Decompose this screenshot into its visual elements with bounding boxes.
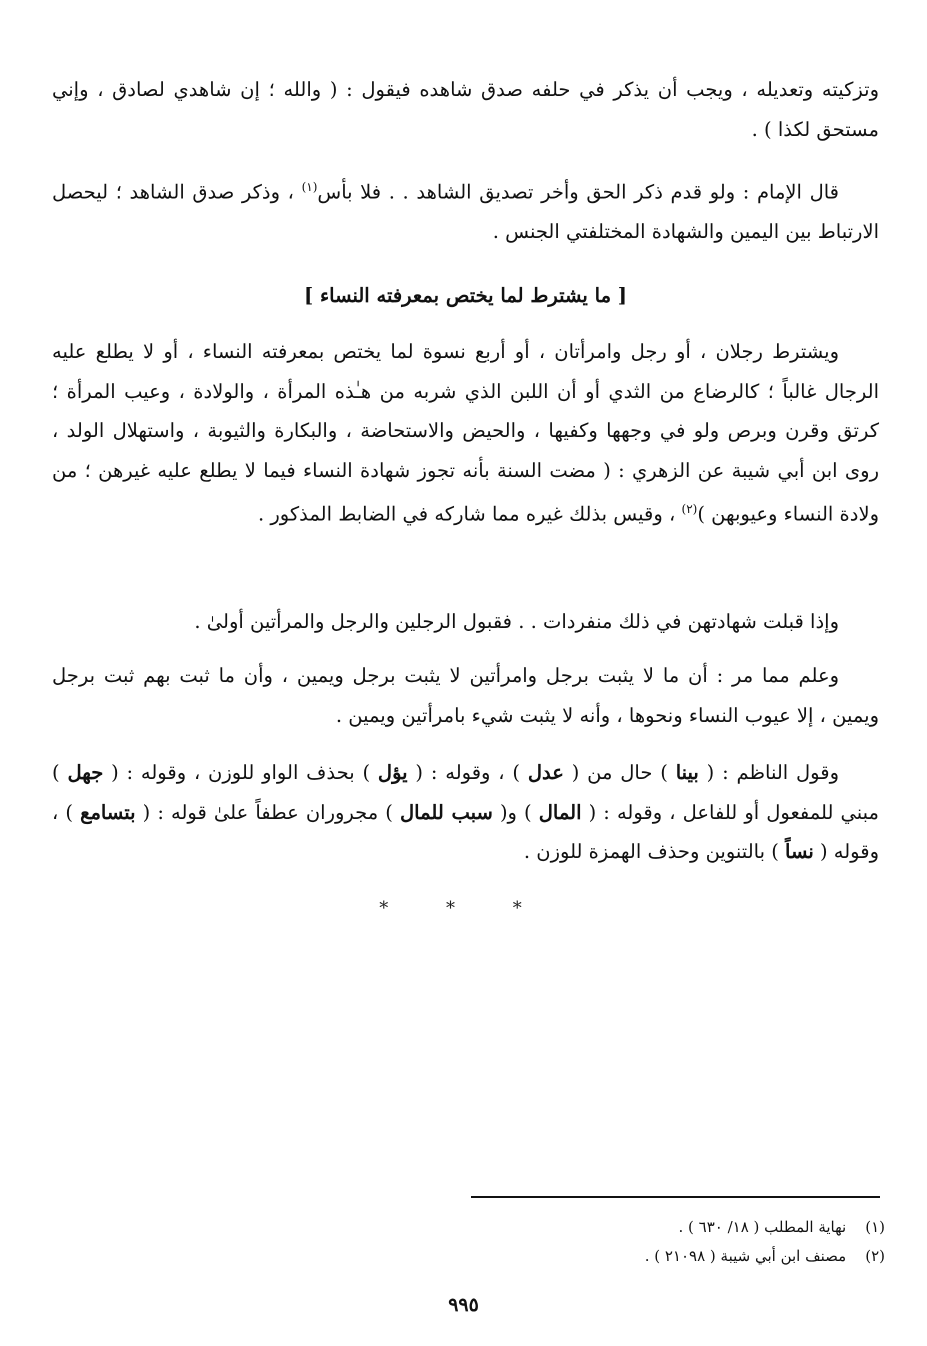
paragraph-text: وتزكيته وتعديله ، ويجب أن يذكر في حلفه صدق شاهده فيقول : ( والله ؛ إن شاهدي لصادق ، وإني مستحق لكذا ) . [52,78,879,141]
section-heading: [ ما يشترط لما يختص بمعرفته النساء ] [303,284,628,307]
commentary-text: ) و( [499,800,532,824]
footnote-number: (١) [865,1218,885,1236]
paragraph-poem-commentary [52,753,879,872]
poem-word: بينا [675,761,699,784]
poem-word: يؤل [377,761,408,784]
footnotes [52,1213,885,1271]
footnote-divider [471,1196,880,1198]
paragraph-oath-wording [52,70,879,149]
paragraph-text: ، وقيس بذلك غيره مما شاركه في الضابط المذكور . [257,502,676,526]
paragraph-text: وإذا قبلت شهادتهن في ذلك منفردات . . فقبول الرجلين والرجل والمرأتين أولىٰ . [194,610,839,633]
poem-word: نساً [785,840,814,863]
poem-word: المال [538,800,582,824]
commentary-text: ) ، وقوله ( [52,800,879,863]
footnote-item [52,1213,885,1242]
poem-word: جهل [67,761,104,784]
page-number: ٩٩٥ [448,1294,479,1316]
commentary-text: ) حال من ( [571,761,668,784]
commentary-text: ) ، وقوله : ( [415,761,521,784]
paragraph-text: ، وذكر صدق الشاهد ؛ ليحصل الارتباط بين اليمين والشهادة المختلفتي الجنس . [52,180,879,243]
paragraph-acceptance [52,602,879,642]
footnote-reference[interactable]: (١) [301,180,318,194]
commentary-text: ) بالتنوين وحذف الهمزة للوزن . [523,840,779,863]
paragraph-conclusion [52,656,879,735]
footnote-text: نهاية المطلب ( ١٨/ ٦٣٠ ) . [678,1218,847,1236]
poem-word: عدل [527,761,564,784]
paragraph-imam-opinion [52,168,879,252]
footnote-text: مصنف ابن أبي شيبة ( ٢١٠٩٨ ) . [644,1247,847,1265]
footnote-reference[interactable]: (٢) [681,502,698,516]
paragraph-text: ويشترط رجلان ، أو رجل وامرأتان ، أو أربع نسوة لما يختص بمعرفته النساء ، أو لا يطلع عليه الرجال غالباً ؛ كالرضاع من الثدي أو أن اللبن الذي شربه من هـٰذه المرأة ، والولادة ، وعيب المرأة ؛ كرتق وقرن وبرص ولو في وجهها وكفيها ، والحيض والاستحاضة ، والبكارة والثيوبة ، واستهلال الولد ، روى ابن أبي شيبة عن الزهري : ( مضت السنة بأنه تجوز شهادة النساء فيما لا يطلع عليه غيرهن ؛ من ولادة النساء وعيوبهن ) [52,340,879,526]
commentary-text: ) بحذف الواو للوزن ، وقوله : ( [111,761,371,784]
footnote-number: (٢) [865,1247,885,1265]
commentary-text: ) مبني للمفعول أو للفاعل ، وقوله : ( [52,761,879,824]
paragraph-text: وعلم مما مر : أن ما لا يثبت برجل وامرأتين لا يثبت برجل ويمين ، وأن ما ثبت بهم ثبت برجل ويمين ، إلا عيوب النساء ونحوها ، وأنه لا يثبت شيء بامرأتين ويمين . [52,664,879,727]
commentary-text: وقول الناظم : ( [706,761,839,784]
poem-word: بتسامع [80,800,136,824]
paragraph-text: قال الإمام : ولو قدم ذكر الحق وأخر تصديق الشاهد . . فلا بأس [317,180,840,204]
paragraph-women-testimony [52,332,879,534]
commentary-text: ) مجروران عطفاً علىٰ قوله : ( [142,800,393,824]
section-separator: * * * [379,898,548,919]
footnote-item [52,1242,885,1271]
poem-word: سبب للمال [400,800,493,824]
